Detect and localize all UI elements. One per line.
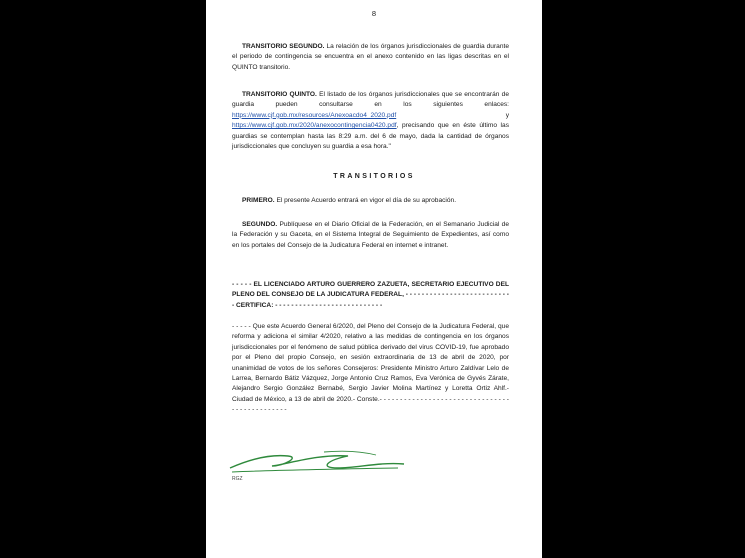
document-page (206, 0, 542, 558)
primero-text: El presente Acuerdo entrará en vigor el día de su aprobación. (274, 197, 457, 204)
transitorios-title: TRANSITORIOS (333, 173, 415, 180)
initials: RGZ (232, 476, 243, 482)
annex-link-1[interactable]: https://www.cjf.gob.mx/resources/Anexoacdo4_2020.pdf (232, 111, 397, 119)
annex-link-2[interactable]: https://www.cjf.gob.mx/2020/anexocontingencia0420.pdf (232, 122, 397, 130)
segundo-heading: SEGUNDO. (242, 221, 278, 228)
transitorio-segundo-paragraph (232, 42, 509, 73)
page-number: 8 (371, 9, 377, 18)
transitorio-quinto-text-end: , precisando que en éste último las guardias se contemplan hasta las 8:29 a.m. del 6 de mayo, dada la cantidad de órganos jurisdiccionales que concluyen su guardia a esa hora." (232, 122, 509, 151)
transitorio-quinto-paragraph (232, 90, 509, 152)
certification-body: - - - - - Que este Acuerdo General 6/2020, del Pleno del Consejo de la Judicatura Federal, que reforma y adiciona el similar 4/2020, relativo a las medidas de contingencia en los órganos jurisdiccionales por el fenómeno de salud pública derivado del virus COVID-19, fue aprobado por el Pleno del propio Consejo, en sesión extraordinaria de 13 de abril de 2020, por unanimidad de votos de los señores Consejeros: Presidente Ministro Arturo Zaldívar Lelo de Larrea, Bernardo Bátiz Vázquez, Jorge Antonio Cruz Ramos, Eva Verónica de Gyvés Zárate, Alejandro Sergio González Bernabé, Sergio Javier Molina Martínez y Loretta Ortiz Ahlf.- Ciudad de México, a 13 de abril de 2020.- Conste.- - - - - - - - - - - - - - - - - - - - - - - - - - - - - - - - - - - - - - - - - - - - - - (232, 323, 509, 414)
segundo-paragraph (232, 220, 509, 251)
certification-header: - - - - - EL LICENCIADO ARTURO GUERRERO ZAZUETA, SECRETARIO EJECUTIVO DEL PLENO DEL CONSEJO DE LA JUDICATURA FEDERAL, - - - - - - - - - - - - - - - - - - - - - - - - - - - CERTIFICA: - - - - - - - - - - - - - - - - - - - - - - - - - - - (232, 281, 509, 309)
transitorio-quinto-heading: TRANSITORIO QUINTO. (242, 91, 317, 98)
primero-paragraph (232, 196, 509, 206)
transitorio-quinto-text: El listado de los órganos jurisdiccionales que se encontrarán de guardia pueden consultarse en los siguientes enlaces: (232, 91, 509, 109)
signature-image (228, 446, 408, 478)
primero-heading: PRIMERO. (242, 197, 275, 204)
segundo-text: Publíquese en el Diario Oficial de la Federación, en el Semanario Judicial de la Federación y su Gaceta, en el Sistema Integral de Seguimiento de Expedientes, así como en los portales del Consejo de la Judicatura Federal en internet e intranet. (232, 221, 509, 249)
transitorio-segundo-text: La relación de los órganos jurisdiccionales de guardia durante el periodo de contingencia se encuentra en el anexo contenido en las ligas descritas en el QUINTO transitorio. (232, 43, 509, 71)
transitorio-segundo-heading: TRANSITORIO SEGUNDO. (242, 43, 325, 50)
link-conjunction: y (396, 111, 509, 119)
